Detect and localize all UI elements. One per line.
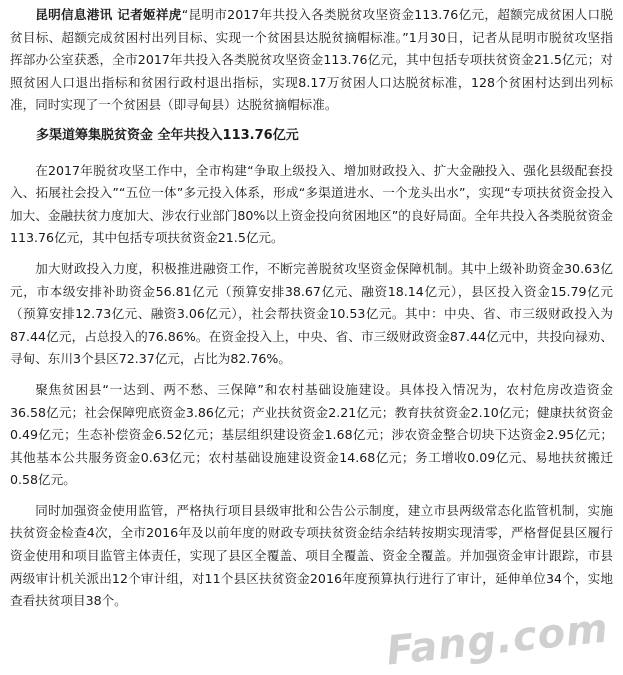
section-subheading: 多渠道筹集脱贫资金 全年共投入113.76亿元	[36, 127, 299, 143]
paragraph-fiscal-input: 加大财政投入力度，积极推进融资工作，不断完善脱贫攻坚资金保障机制。其中上级补助资金30.63亿元，市本级安排补助资金56.81亿元（预算安排38.67亿元、融资18.14亿元），县区投入资金15.79亿元（预算安排12.73亿元、融资3.06亿元），社会帮扶资金10.53亿元。其中：中央、省、市三级财政投入为87.44亿元，占总投入的76.86%。在资金投入上，中央、省、市三级财政资金87.44亿元中，共投向禄劝、寻甸、东川3个县区72.37亿元，占比为82.76%。	[10, 260, 613, 367]
lead-paragraph	[10, 4, 613, 117]
article	[10, 4, 613, 621]
lead-text: “昆明市2017年共投入各类脱贫攻坚资金113.76亿元，超额完成贫困人口脱贫目标、超额完成贫困村出列目标、实现一个贫困县达脱贫摘帽标准。”1月30日，记者从昆明市脱贫攻坚指挥部办公室获悉，全市2017年共投入各类脱贫攻坚资金113.76亿元，其中包括专项扶贫资金21.5亿元；对照贫困人口退出指标和贫困行政村退出指标，实现8.17万贫困人口达脱贫标准，128个贫困村达到出列标准，同时实现了一个贫困县（即寻甸县）达脱贫摘帽标准。	[10, 7, 614, 113]
paragraph-focus-areas: 聚焦贫困县“一达到、两不愁、三保障”和农村基础设施建设。具体投入情况为，农村危房改造资金36.58亿元；社会保障兜底资金3.86亿元；产业扶贫资金2.21亿元；教育扶贫资金2.10亿元；健康扶贫资金0.49亿元；生态补偿资金6.52亿元；基层组织建设资金1.68亿元；涉农资金整合切块下达资金2.95亿元；其他基本公共服务资金0.63亿元；农村基础设施建设资金14.68亿元；务工增收0.09亿元、易地扶贫搬迁0.58亿元。	[10, 381, 613, 488]
paragraph-investment-system: 在2017年脱贫攻坚工作中，全市构建“争取上级投入、增加财政投入、扩大金融投入、强化县级配套投入、拓展社会投入”“五位一体”多元投入体系，形成“多渠道进水、一个龙头出水”，实现“专项扶贫资金投入加大、金融扶贫力度加大、涉农行业部门80%以上资金投向贫困地区”的良好局面。全年共投入各类脱贫资金113.76亿元，其中包括专项扶贫资金21.5亿元。	[10, 162, 613, 246]
paragraph-supervision: 同时加强资金使用监管，严格执行项目县级审批和公告公示制度，建立市县两级常态化监管机制，实施扶贫资金检查4次，全市2016年及以前年度的财政专项扶贫资金结余结转按期实现清零，严格督促县区履行资金使用和项目监管主体责任，实现了县区全覆盖、项目全覆盖、资金全覆盖。并加强资金审计跟踪，市县两级审计机关派出12个审计组，对11个县区扶贫资金2016年度预算执行进行了审计，延伸单位34个，实地查看扶贫项目38个。	[10, 502, 613, 609]
watermark-logo: Fang.com	[384, 605, 611, 675]
byline: 昆明信息港讯 记者姬祥虎	[35, 7, 182, 22]
